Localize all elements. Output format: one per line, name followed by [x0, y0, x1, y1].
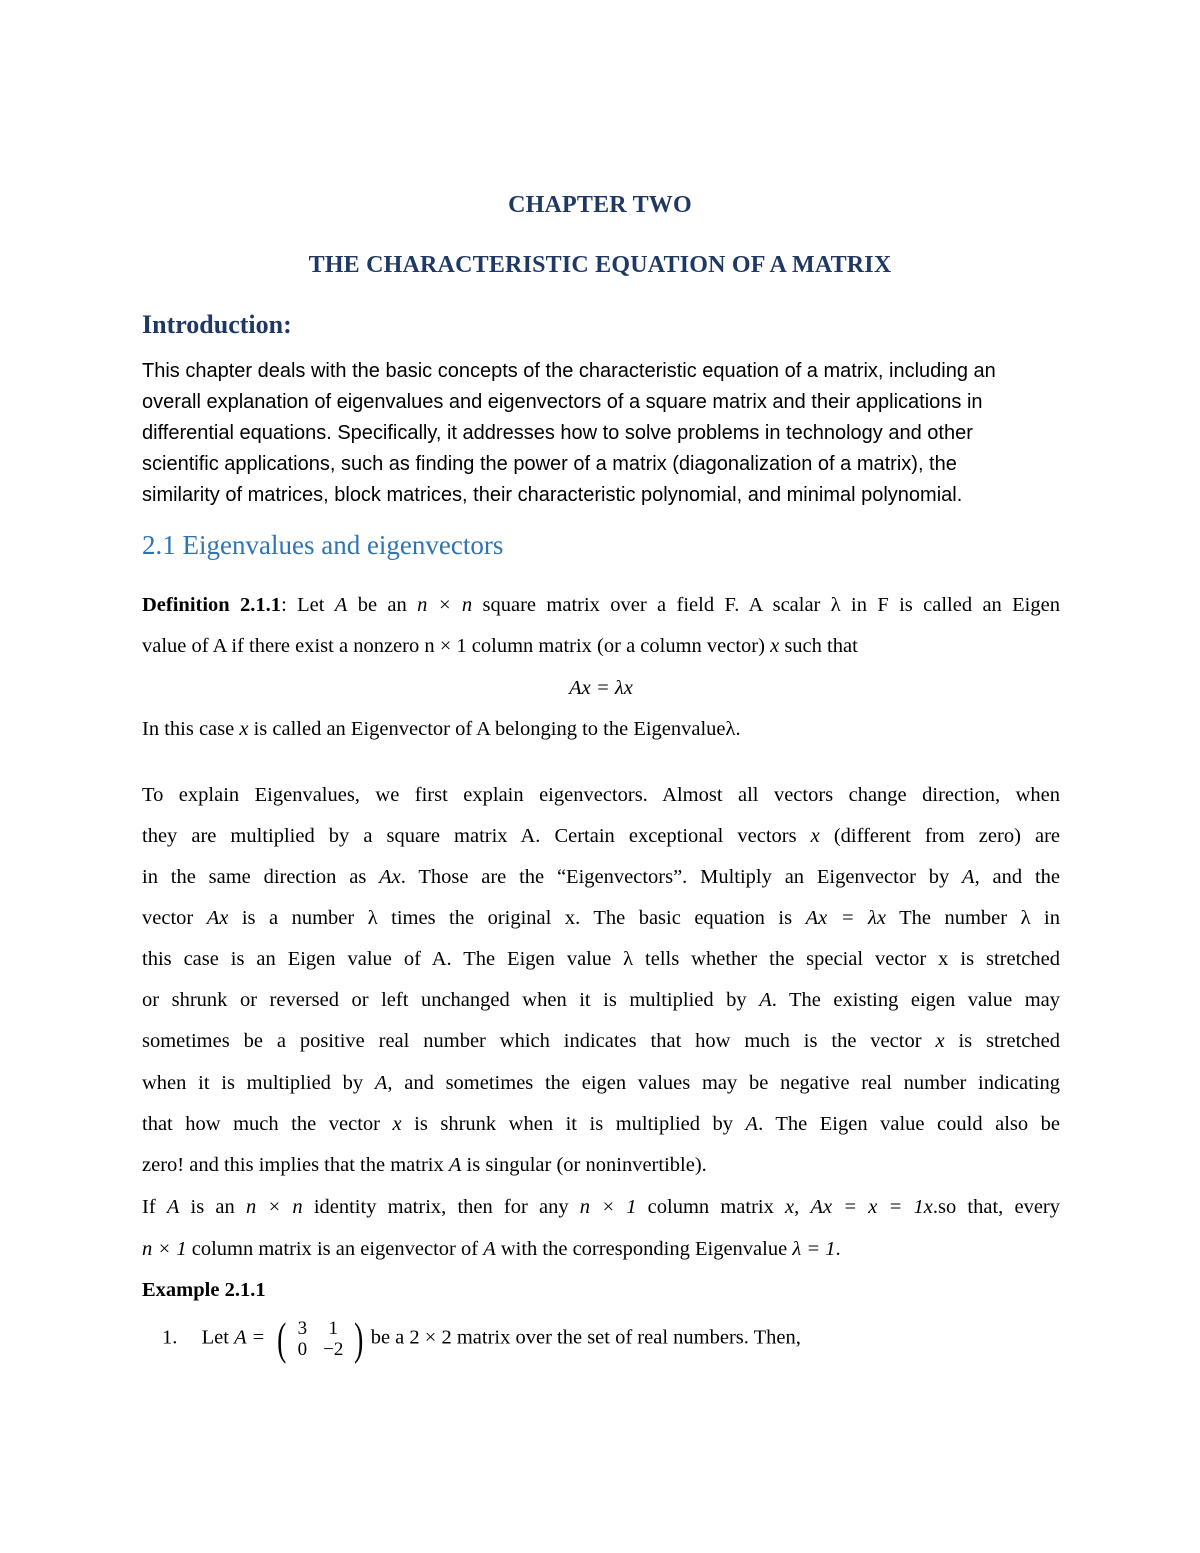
explanation-line: or shrunk or reversed or left unchanged when it is multiplied by A. The existing eigen value may — [142, 989, 1060, 1011]
explanation-line: this case is an Eigen value of A. The Eigen value λ tells whether the special vector x is stretched — [142, 948, 1060, 970]
identity-line-2: n × 1 column matrix is an eigenvector of A with the corresponding Eigenvalue λ = 1. — [142, 1238, 841, 1260]
introduction-paragraph — [142, 356, 1062, 511]
intro-line: similarity of matrices, block matrices, their characteristic polynomial, and minimal polynomial. — [142, 484, 963, 506]
definition-line-2: value of A if there exist a nonzero n × 1 column matrix (or a column vector) x such that — [142, 635, 858, 657]
definition-line-1: Definition 2.1.1: Let A be an n × n square matrix over a field F. A scalar λ in F is called an Eigen — [142, 594, 1060, 616]
matrix-cell: −2 — [323, 1339, 344, 1360]
matrix-cell: 3 — [297, 1318, 308, 1339]
explanation-line: they are multiplied by a square matrix A. Certain exceptional vectors x (different from zero) are — [142, 825, 1060, 847]
example-item-1: 1. Let A = ( 3 1 0 −2 ) be a 2 × 2 matrix over the set of real numbers. Then, — [162, 1313, 801, 1364]
intro-line: This chapter deals with the basic concepts of the characteristic equation of a matrix, including an — [142, 360, 996, 382]
identity-line-1: If A is an n × n identity matrix, then for any n × 1 column matrix x, Ax = x = 1x.so that, every — [142, 1196, 1061, 1218]
definition-equation: Ax = λx — [569, 677, 633, 699]
right-paren: ) — [354, 1313, 364, 1364]
explanation-line: zero! and this implies that the matrix A is singular (or noninvertible). — [142, 1154, 707, 1176]
left-paren: ( — [277, 1313, 287, 1364]
definition-label: Definition 2.1.1 — [142, 594, 282, 616]
matrix-cell: 0 — [297, 1339, 308, 1360]
explanation-line: that how much the vector x is shrunk when it is multiplied by A. The Eigen value could also be — [142, 1113, 1060, 1135]
intro-line: scientific applications, such as finding the power of a matrix (diagonalization of a matrix), the — [142, 453, 957, 475]
definition-line-3: In this case x is called an Eigenvector of A belonging to the Eigenvalueλ. — [142, 718, 741, 740]
chapter-title: THE CHARACTERISTIC EQUATION OF A MATRIX — [308, 252, 892, 278]
intro-line: overall explanation of eigenvalues and eigenvectors of a square matrix and their applications in — [142, 391, 983, 413]
explanation-line: in the same direction as Ax. Those are the “Eigenvectors”. Multiply an Eigenvector by A, and the — [142, 866, 1060, 888]
explanation-line: To explain Eigenvalues, we first explain eigenvectors. Almost all vectors change direction, when — [142, 784, 1060, 806]
intro-line: differential equations. Specifically, it addresses how to solve problems in technology and other — [142, 422, 973, 444]
list-number: 1. — [162, 1326, 178, 1349]
introduction-heading: Introduction: — [142, 310, 292, 339]
matrix-cell: 1 — [328, 1318, 339, 1339]
explanation-line: when it is multiplied by A, and sometimes the eigen values may be negative real number indicating — [142, 1072, 1060, 1094]
matrix-A — [274, 1313, 366, 1364]
explanation-line: sometimes be a positive real number which indicates that how much is the vector x is stretched — [142, 1030, 1061, 1052]
chapter-number-heading: CHAPTER TWO — [508, 192, 692, 218]
section-heading: 2.1 Eigenvalues and eigenvectors — [142, 530, 504, 560]
explanation-line: vector Ax is a number λ times the original x. The basic equation is Ax = λx The number λ in — [142, 907, 1060, 929]
example-heading: Example 2.1.1 — [142, 1279, 266, 1301]
